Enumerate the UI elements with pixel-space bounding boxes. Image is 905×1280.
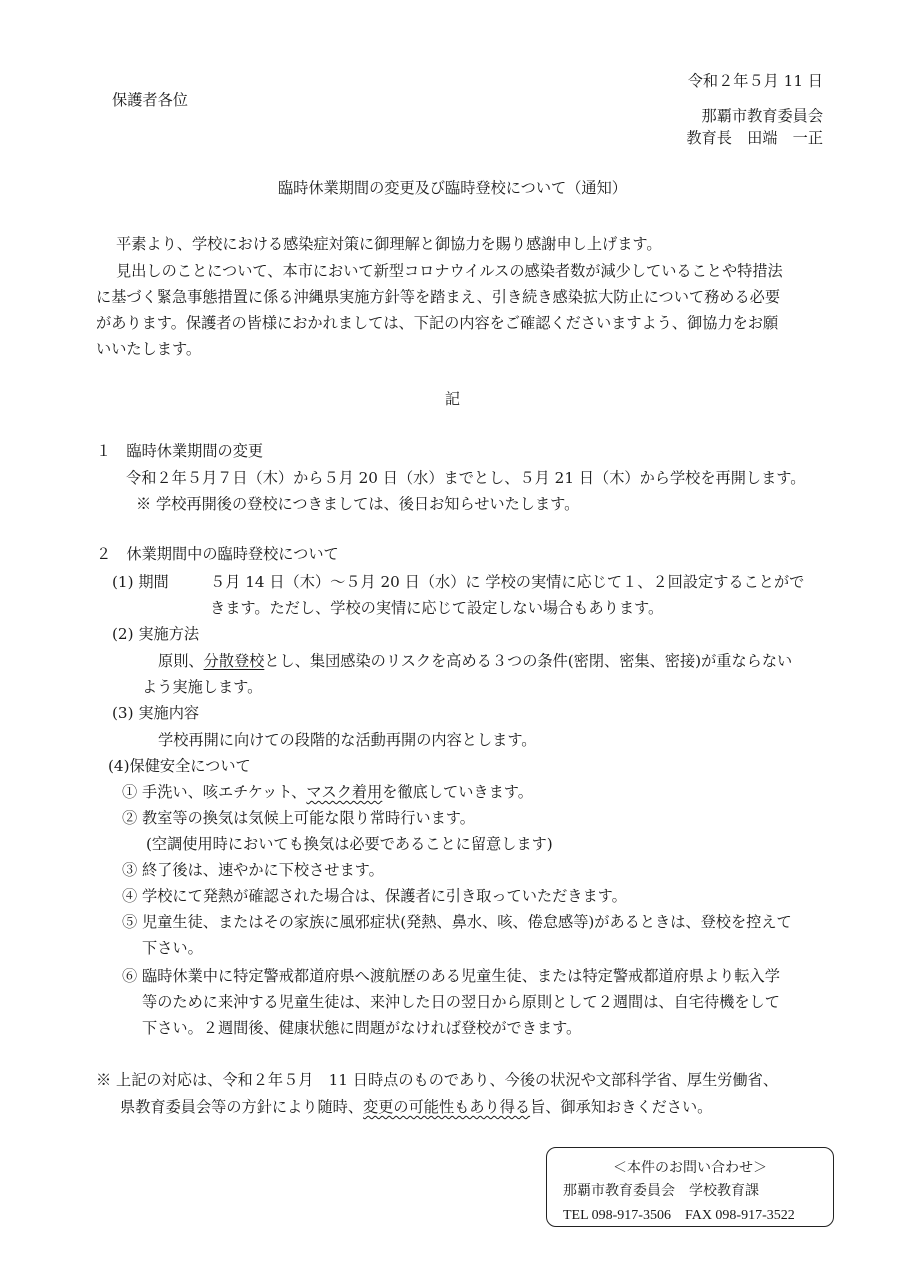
footnote-line-1: ※ 上記の対応は、令和２年５月 11 日時点のものであり、今後の状況や文部科学省、厚生労働省、 <box>96 1071 779 1089</box>
intro-line-4: があります。保護者の皆様におかれましては、下記の内容をご確認くださいますよう、御協力をお願 <box>96 314 779 332</box>
method-label: (2) 実施方法 <box>112 625 200 643</box>
sender-organization: 那覇市教育委員会 <box>701 107 823 125</box>
contact-title: ＜本件のお問い合わせ＞ <box>613 1160 767 1176</box>
method-line-2: よう実施します。 <box>142 678 263 696</box>
health-label: (4)保健安全について <box>108 757 251 775</box>
method-text-post: とし、集団感染のリスクを高める３つの条件(密閉、密集、密接)が重ならない <box>264 652 793 670</box>
footnote-underlined: 変更の可能性もあり得る <box>363 1098 531 1116</box>
intro-line-5: いいたします。 <box>96 340 202 358</box>
health-item-5-line-2: 下さい。 <box>142 939 203 957</box>
health-item-3: ③ 終了後は、速やかに下校させます。 <box>122 861 384 879</box>
health-item-2: ② 教室等の換気は気候上可能な限り常時行います。 <box>122 809 475 827</box>
contact-box <box>546 1147 834 1227</box>
health-item-1-pre: ① 手洗い、咳エチケット、 <box>122 783 307 801</box>
section1-heading: １ 臨時休業期間の変更 <box>96 442 264 460</box>
health-item-1-post: を徹底していきます。 <box>382 783 533 801</box>
sender-person: 教育長 田端 一正 <box>686 129 823 147</box>
period-label: (1) 期間 <box>112 573 169 591</box>
footnote-line-2 <box>120 1097 712 1117</box>
footnote-text-post: 旨、御承知おきください。 <box>530 1098 713 1116</box>
contact-phones: TEL 098-917-3506 FAX 098-917-3522 <box>563 1208 795 1223</box>
footnote-text-pre: 県教育委員会等の方針により随時、 <box>120 1098 363 1116</box>
intro-line-3: に基づく緊急事態措置に係る沖縄県実施方針等を踏まえ、引き続き感染拡大防止について務める必要 <box>96 288 781 306</box>
content-label: (3) 実施内容 <box>112 704 200 722</box>
recipient: 保護者各位 <box>112 91 188 109</box>
method-line-1 <box>158 651 792 671</box>
document-date: 令和２年５月 11 日 <box>687 72 823 90</box>
health-item-1-underlined: マスク着用 <box>306 783 383 801</box>
intro-line-2: 見出しのことについて、本市において新型コロナウイルスの感染者数が減少していることや特措法 <box>116 262 783 280</box>
health-item-6-line-3: 下さい。２週間後、健康状態に問題がなければ登校ができます。 <box>142 1019 582 1037</box>
intro-line-1: 平素より、学校における感染症対策に御理解と御協力を賜り感謝申し上げます。 <box>116 235 662 253</box>
method-underlined: 分散登校 <box>203 652 265 670</box>
section2-heading: ２ 休業期間中の臨時登校について <box>96 545 339 563</box>
method-text-pre: 原則、 <box>158 652 204 670</box>
health-item-2-sub: (空調使用時においても換気は必要であることに留意します) <box>146 835 553 853</box>
health-item-5-line-1: ⑤ 児童生徒、またはその家族に風邪症状(発熱、鼻水、咳、倦怠感等)があるときは、登校を控えて <box>122 913 792 931</box>
period-line-1: ５月 14 日（木）～５月 20 日（水）に 学校の実情に応じて１、２回設定することがで <box>210 573 805 591</box>
document-title: 臨時休業期間の変更及び臨時登校について（通知） <box>277 179 627 197</box>
health-item-6-line-2: 等のために来沖する児童生徒は、来沖した日の翌日から原則として２週間は、自宅待機をして <box>142 993 780 1011</box>
health-item-1 <box>122 782 533 802</box>
ki-marker: 記 <box>444 390 461 408</box>
content-line: 学校再開に向けての段階的な活動再開の内容とします。 <box>158 731 537 749</box>
section1-line: 令和２年５月７日（木）から５月 20 日（水）までとし、５月 21 日（木）から学校を再開します。 <box>126 469 806 487</box>
contact-organization: 那覇市教育委員会 学校教育課 <box>563 1183 759 1199</box>
period-line-2: きます。ただし、学校の実情に応じて設定しない場合もあります。 <box>210 599 664 617</box>
health-item-4: ④ 学校にて発熱が確認された場合は、保護者に引き取っていただきます。 <box>122 887 627 905</box>
health-item-6-line-1: ⑥ 臨時休業中に特定警戒都道府県へ渡航歴のある児童生徒、または特定警戒都道府県より転入学 <box>122 967 780 985</box>
section1-note: ※ 学校再開後の登校につきましては、後日お知らせいたします。 <box>136 495 580 513</box>
